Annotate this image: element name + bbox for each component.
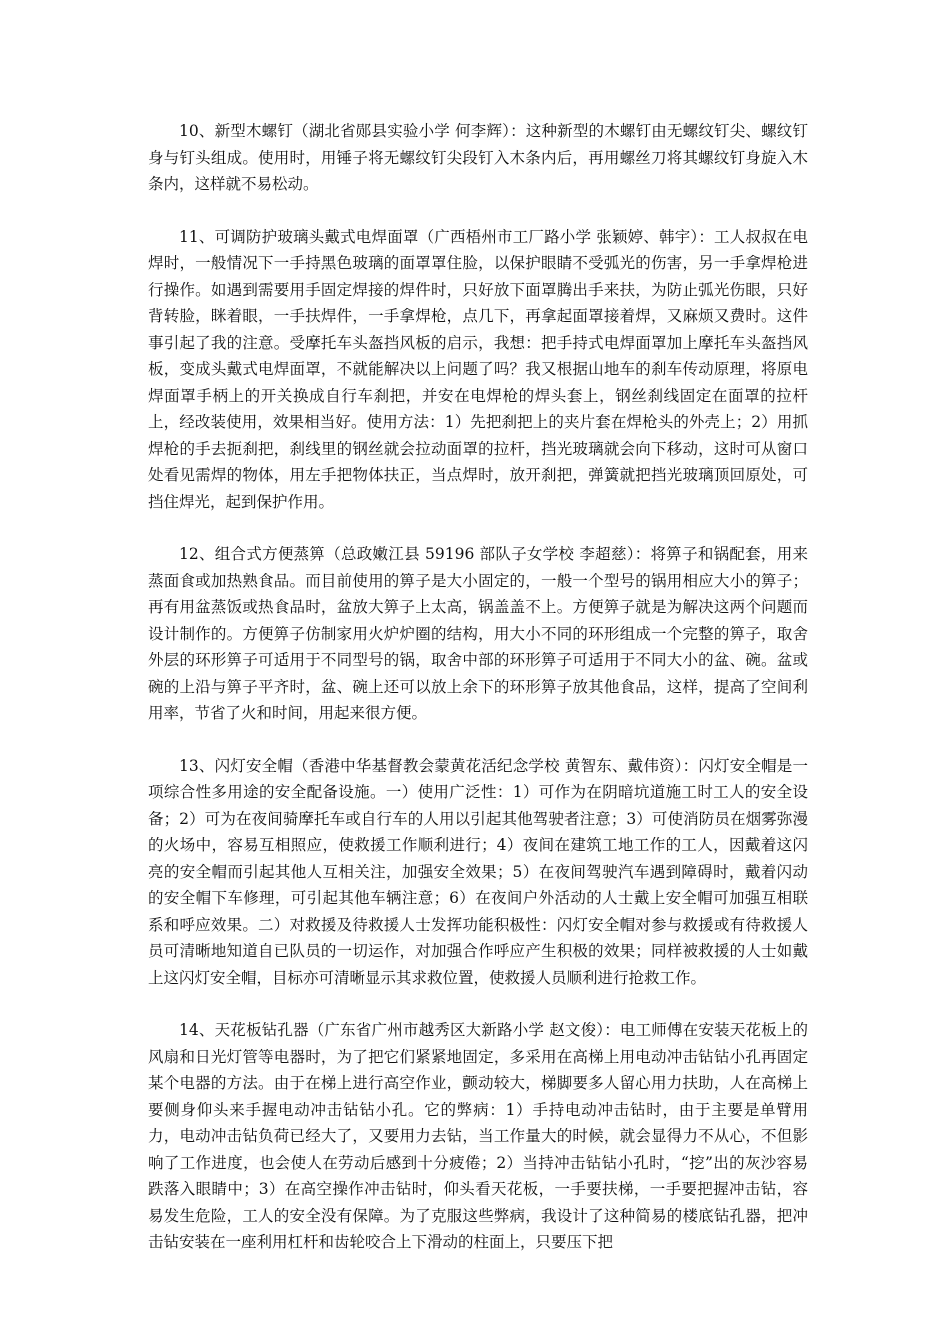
document-body bbox=[148, 118, 808, 1282]
paragraph-item-14: 14、天花板钻孔器（广东省广州市越秀区大新路小学 赵文俊）：电工师傅在安装天花板上的风扇和日光灯管等电器时，为了把它们紧紧地固定，多采用在高梯上用电动冲击钻钻小孔再固定某个电器的方法。由于在梯上进行高空作业，颤动较大，梯脚要多人留心用力扶助，人在高梯上要侧身仰头来手握电动冲击钻钻小孔。它的弊病：1）手持电动冲击钻时，由于主要是单臂用力，电动冲击钻负荷已经大了，又要用力去钻，当工作量大的时候，就会显得力不从心，不但影响了工作进度，也会使人在劳动后感到十分疲倦；2）当持冲击钻钻小孔时，“挖”出的灰沙容易跌落入眼睛中；3）在高空操作冲击钻时，仰头看天花板，一手要扶梯，一手要把握冲击钻，容易发生危险，工人的安全没有保障。为了克服这些弊病，我设计了这种简易的楼底钻孔器，把冲击钻安装在一座利用杠杆和齿轮咬合上下滑动的柱面上，只要压下把 bbox=[148, 1021, 808, 1251]
paragraph-item-13: 13、闪灯安全帽（香港中华基督教会蒙黄花活纪念学校 黄智东、戴伟资）：闪灯安全帽是一项综合性多用途的安全配备设施。一）使用广泛性：1）可作为在阴暗坑道施工时工人的安全设备；2）可为在夜间骑摩托车或自行车的人用以引起其他驾驶者注意；3）可使消防员在烟雾弥漫的火场中，容易互相照应，使救援工作顺利进行；4）夜间在建筑工地工作的工人，因戴着这闪亮的安全帽而引起其他人互相关注，加强安全效果；5）在夜间驾驶汽车遇到障碍时，戴着闪动的安全帽下车修理，可引起其他车辆注意；6）在夜间户外活动的人士戴上安全帽可加强互相联系和呼应效果。二）对救援及待救援人士发挥功能积极性：闪灯安全帽对参与救援或有待救援人员可清晰地知道自已队员的一切运作，对加强合作呼应产生积极的效果；同样被救援的人士如戴上这闪灯安全帽，目标亦可清晰显示其求救位置，使救援人员顺利进行抢救工作。 bbox=[148, 756, 808, 987]
paragraph-item-12: 12、组合式方便蒸箅（总政嫩江县 59196 部队子女学校 李超慈）：将箅子和锅配套，用来蒸面食或加热熟食品。而目前使用的箅子是大小固定的，一般一个型号的锅用相应大小的箅子；再有用盆蒸饭或热食品时，盆放大箅子上太高，锅盖盖不上。方便箅子就是为解决这两个问题而设计制作的。方便箅子仿制家用火炉炉圈的结构，用大小不同的环形组成一个完整的箅子，取舍外层的环形箅子可适用于不同型号的锅，取舍中部的环形箅子可适用于不同大小的盆、碗。盆或碗的上沿与箅子平齐时，盆、碗上还可以放上余下的环形箅子放其他食品，这样，提高了空间利用率，节省了火和时间，用起来很方便。 bbox=[148, 545, 808, 722]
paragraph-item-11: 11、可调防护玻璃头戴式电焊面罩（广西梧州市工厂路小学 张颖婷、韩宇）：工人叔叔在电焊时，一般情况下一手持黑色玻璃的面罩罩住脸，以保护眼睛不受弧光的伤害，另一手拿焊枪进行操作。如遇到需要用手固定焊接的焊件时，只好放下面罩腾出手来扶，为防止弧光伤眼，只好背转脸，眯着眼，一手扶焊件，一手拿焊枪，点几下，再拿起面罩接着焊，又麻烦又费时。这件事引起了我的注意。受摩托车头盔挡风板的启示，我想：把手持式电焊面罩加上摩托车头盔挡风板，变成头戴式电焊面罩，不就能解决以上问题了吗？我又根据山地车的刹车传动原理，将原电焊面罩手柄上的开关换成自行车刹把，并安在电焊枪的焊头套上，钢丝刹线固定在面罩的拉杆上，经改装使用，效果相当好。使用方法：1）先把刹把上的夹片套在焊枪头的外壳上；2）用抓焊枪的手去扼刹把，刹线里的钢丝就会拉动面罩的拉杆，挡光玻璃就会向下移动，这时可从窗口处看见需焊的物体，用左手把物体扶正，当点焊时，放开刹把，弹簧就把挡光玻璃顶回原处，可挡住焊光，起到保护作用。 bbox=[148, 227, 808, 511]
paragraph-item-10: 10、新型木螺钉（湖北省郧县实验小学 何李辉）：这种新型的木螺钉由无螺纹钉尖、螺纹钉身与钉头组成。使用时，用锤子将无螺纹钉尖段钉入木条内后，再用螺丝刀将其螺纹钉身旋入木条内，这样就不易松动。 bbox=[148, 122, 808, 193]
